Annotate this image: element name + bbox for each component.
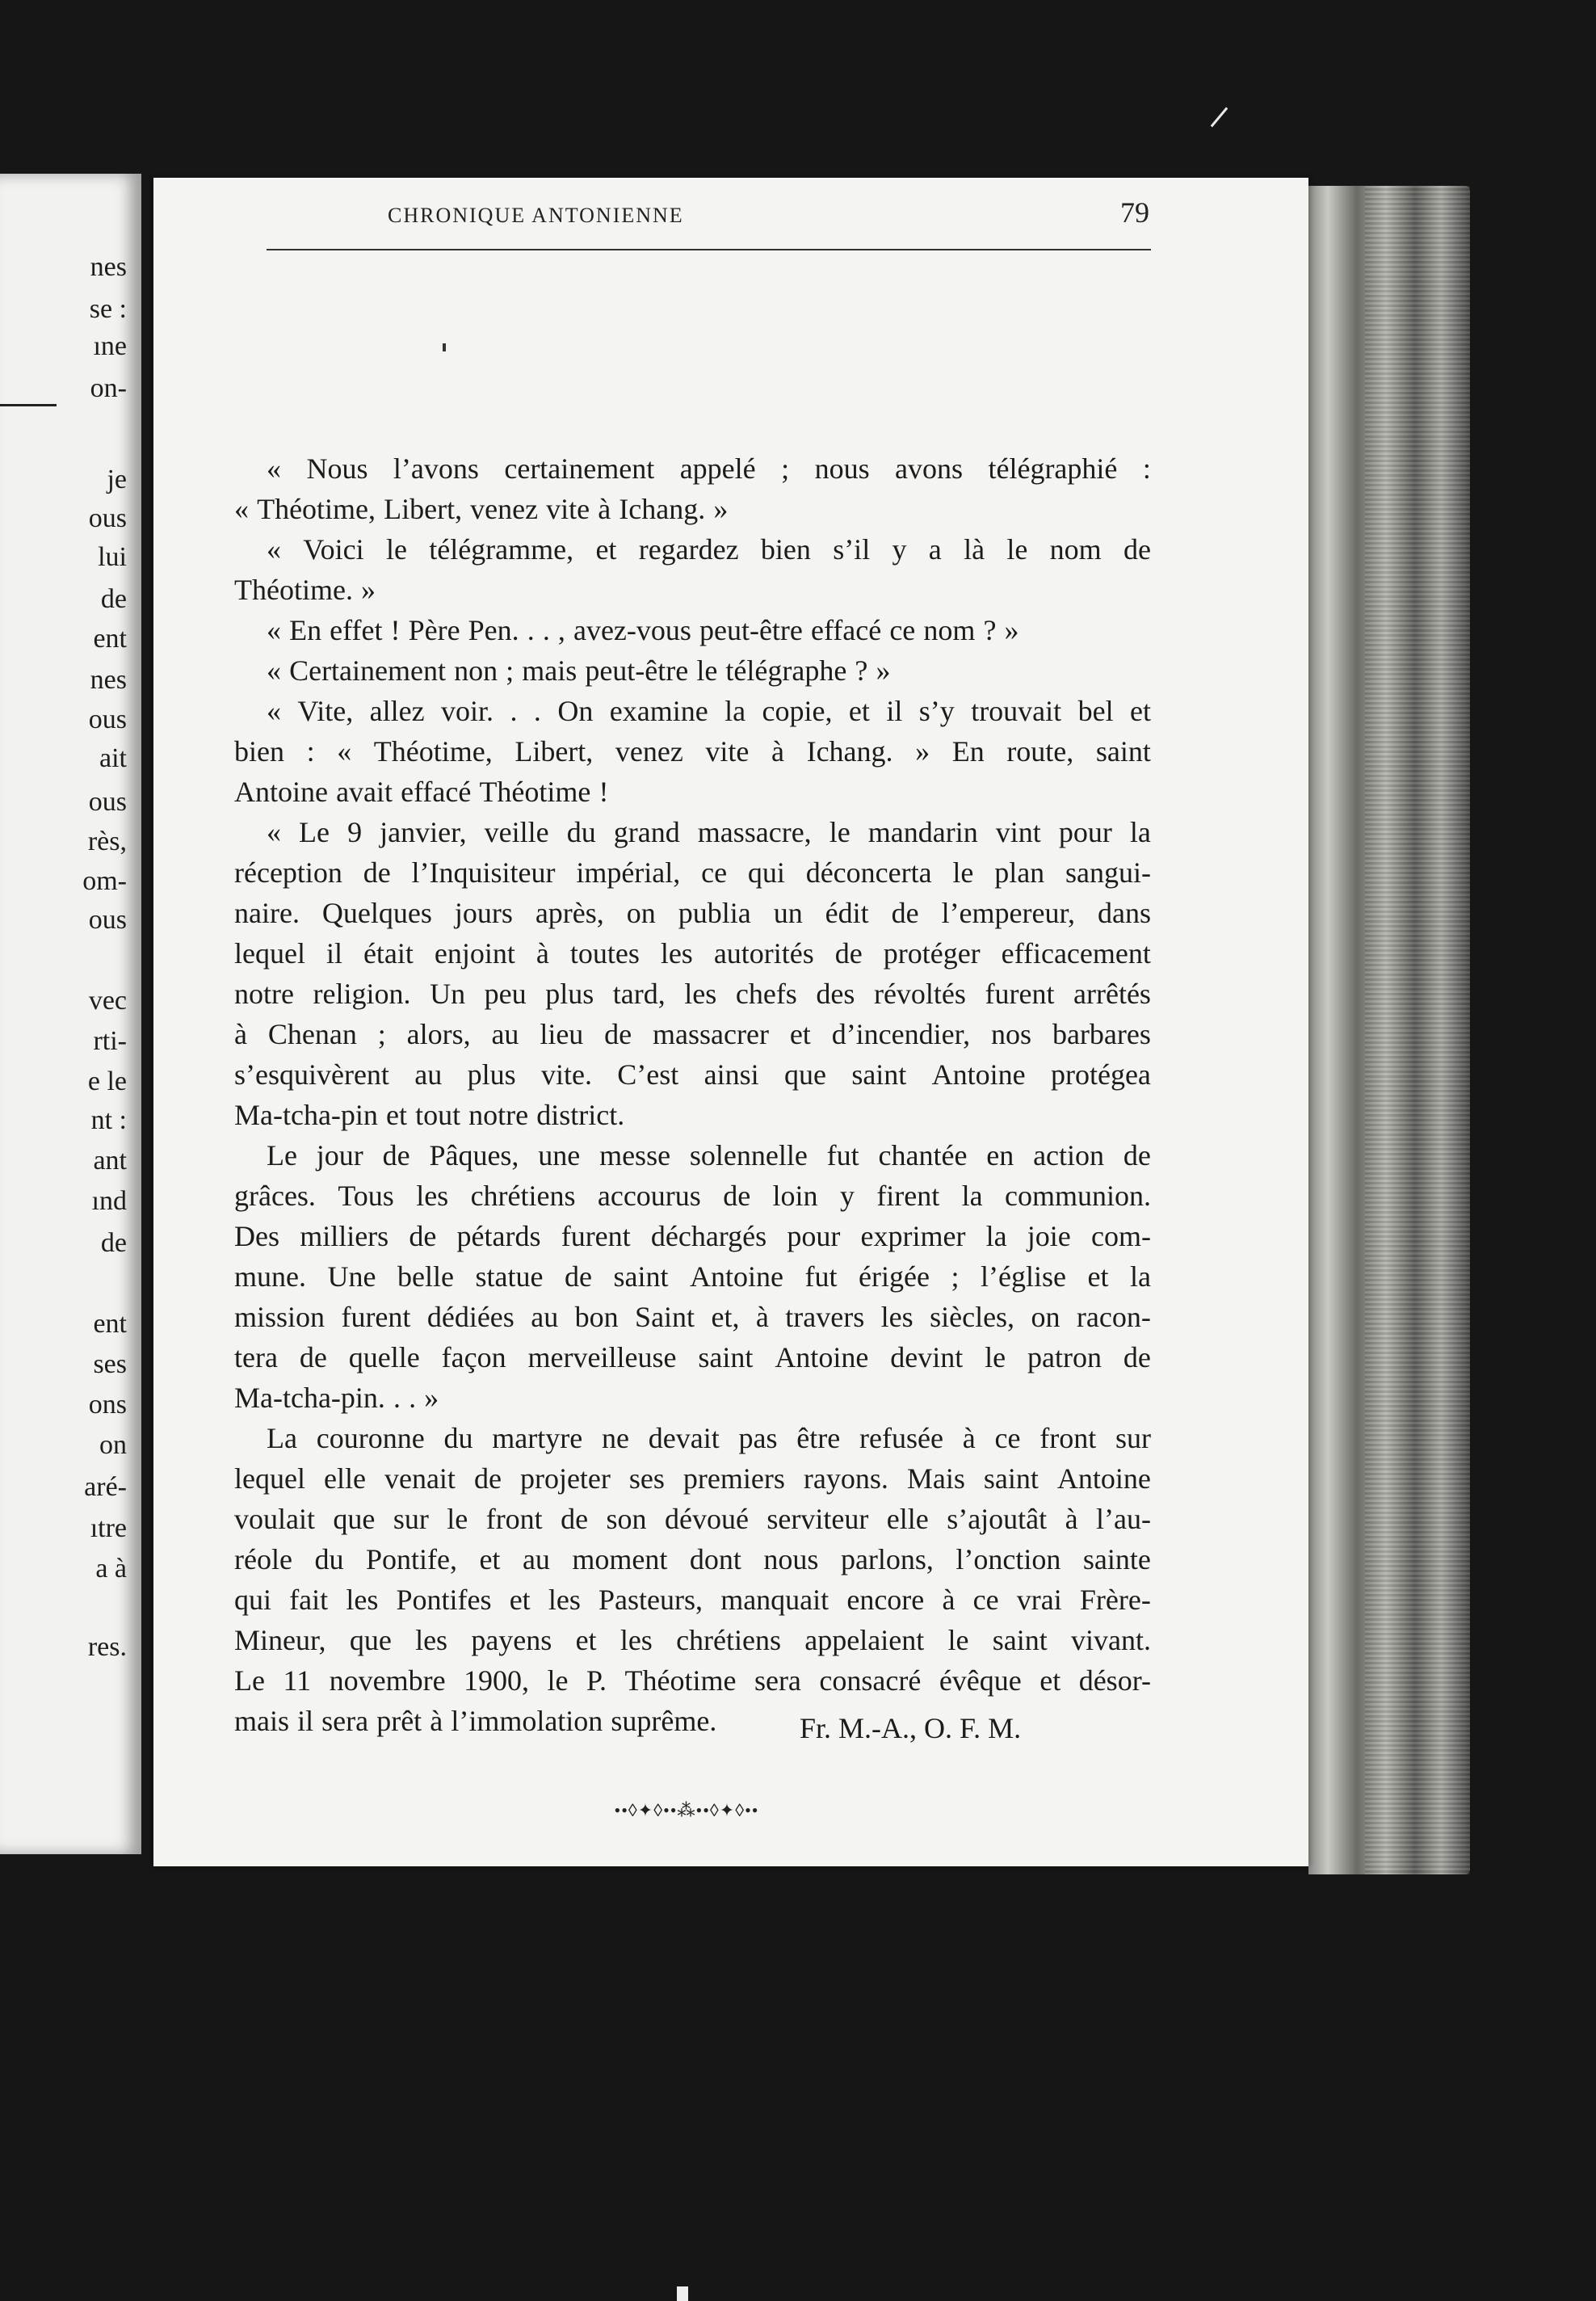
body-line: mais il sera prêt à l’immolation suprême. <box>234 1705 717 1737</box>
body-line: « Le 9 janvier, veille du grand massacre, le mandarin vint pour la <box>267 816 1151 848</box>
body-line: naire. Quelques jours après, on publia un édit de l’empereur, dans <box>234 897 1151 929</box>
body-line: lequel elle venait de projeter ses premiers rayons. Mais saint Antoine <box>234 1462 1151 1495</box>
left-page-fragment: ent <box>93 1309 127 1339</box>
body-line: Ma-tcha-pin. . . » <box>234 1382 439 1414</box>
body-line: tera de quelle façon merveilleuse saint Antoine devint le patron de <box>234 1341 1151 1373</box>
page-number: 79 <box>1120 196 1149 229</box>
body-line: Des milliers de pétards furent déchargés pour exprimer la joie com- <box>234 1220 1151 1252</box>
left-page-fragment: ous <box>88 503 127 533</box>
scan-speck <box>677 2286 688 2301</box>
left-page-fragment: se : <box>89 294 127 324</box>
left-page-fragment: de <box>100 584 127 614</box>
body-line: notre religion. Un peu plus tard, les chefs des révoltés furent arrêtés <box>234 978 1151 1010</box>
left-page-fragment: ous <box>88 705 127 734</box>
body-line: qui fait les Pontifes et les Pasteurs, manquait encore à ce vrai Frère- <box>234 1584 1151 1616</box>
left-page-fragment: ıtre <box>90 1513 127 1543</box>
left-page-fragment: ıne <box>93 331 127 361</box>
left-page-fragment: om- <box>82 866 127 896</box>
left-page-rule <box>0 404 57 406</box>
body-line: Théotime. » <box>234 574 376 606</box>
left-page-fragment: nes <box>90 665 127 695</box>
left-page-fragment: je <box>107 465 127 494</box>
book-page-edges-texture <box>1365 186 1470 1874</box>
left-page-fragment: ous <box>88 905 127 935</box>
left-page-edge <box>0 174 141 1854</box>
body-line: « Nous l’avons certainement appelé ; nous avons télégraphié : <box>267 452 1151 485</box>
header-rule <box>267 249 1151 250</box>
left-page-fragment: a à <box>95 1554 127 1584</box>
body-line: mission furent dédiées au bon Saint et, à travers les siècles, on racon- <box>234 1301 1151 1333</box>
body-line: « Théotime, Libert, venez vite à Ichang. » <box>234 493 729 525</box>
body-line: « En effet ! Père Pen. . . , avez-vous peut-être effacé ce nom ? » <box>267 614 1019 646</box>
body-line: La couronne du martyre ne devait pas être refusée à ce front sur <box>267 1422 1151 1454</box>
body-line: voulait que sur le front de son dévoué serviteur elle s’ajoutât à l’au- <box>234 1503 1151 1535</box>
body-line: « Certainement non ; mais peut-être le télégraphe ? » <box>267 654 891 687</box>
end-ornament: ••◊✦◊••⁂••◊✦◊•• <box>614 1800 759 1820</box>
left-page-fragment: vec <box>88 986 127 1016</box>
body-line: lequel il était enjoint à toutes les autorités de protéger efficacement <box>234 937 1151 970</box>
left-page-fragment: de <box>100 1228 127 1258</box>
body-line: Mineur, que les payens et les chrétiens appelaient le saint vivant. <box>234 1624 1151 1656</box>
body-line: « Voici le télégramme, et regardez bien s’il y a là le nom de <box>267 533 1151 566</box>
body-line: Ma-tcha-pin et tout notre district. <box>234 1099 625 1131</box>
left-page-fragment: on <box>99 1430 127 1460</box>
body-line: s’esquivèrent au plus vite. C’est ainsi que saint Antoine protégea <box>234 1058 1151 1091</box>
body-line: mune. Une belle statue de saint Antoine fut érigée ; l’église et la <box>234 1260 1151 1293</box>
left-page-fragment: ait <box>99 743 127 773</box>
scan-speck <box>443 343 446 351</box>
scan-speck <box>1211 107 1228 128</box>
body-line: réception de l’Inquisiteur impérial, ce qui déconcerta le plan sangui- <box>234 856 1151 889</box>
body-line: réole du Pontife, et au moment dont nous parlons, l’onction sainte <box>234 1543 1151 1575</box>
left-page-fragment: on- <box>90 373 127 403</box>
left-page-fragment: nes <box>90 252 127 282</box>
body-line: grâces. Tous les chrétiens accourus de loin y firent la communion. <box>234 1180 1151 1212</box>
left-page-fragment: ous <box>88 787 127 817</box>
body-line: Le 11 novembre 1900, le P. Théotime sera consacré évêque et désor- <box>234 1664 1151 1697</box>
left-page-fragment: ses <box>93 1349 127 1379</box>
body-line: Le jour de Pâques, une messe solennelle fut chantée en action de <box>267 1139 1151 1172</box>
left-page-fragment: ons <box>88 1390 127 1420</box>
left-page-fragment: rti- <box>93 1026 127 1056</box>
signature: Fr. M.-A., O. F. M. <box>800 1712 1022 1744</box>
body-text <box>234 448 1151 1741</box>
body-line: à Chenan ; alors, au lieu de massacrer et d’incendier, nos barbares <box>234 1018 1151 1050</box>
left-page-fragment: lui <box>98 542 127 572</box>
left-page-fragment: e le <box>87 1066 127 1096</box>
body-line: « Vite, allez voir. . . On examine la copie, et il s’y trouvait bel et <box>267 695 1151 727</box>
left-page-fragment: aré- <box>84 1472 127 1502</box>
running-head: CHRONIQUE ANTONIENNE <box>388 204 684 227</box>
left-page-fragment: res. <box>87 1632 127 1662</box>
left-page-fragment: ent <box>93 624 127 654</box>
body-line: bien : « Théotime, Libert, venez vite à Ichang. » En route, saint <box>234 735 1151 768</box>
left-page-fragment: rès, <box>87 827 127 856</box>
left-page-fragment: ınd <box>91 1186 127 1216</box>
body-line: Antoine avait effacé Théotime ! <box>234 776 609 808</box>
left-page-fragment: ant <box>93 1146 127 1176</box>
left-page-fragment: nt : <box>90 1105 127 1135</box>
